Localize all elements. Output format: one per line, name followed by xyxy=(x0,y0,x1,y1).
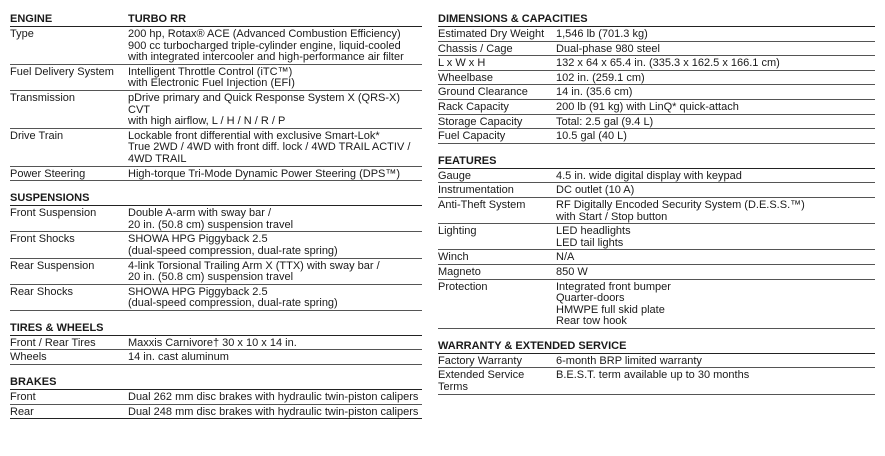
spec-label: Rear xyxy=(10,405,34,418)
spec-value: 1,546 lb (701.3 kg) xyxy=(556,28,648,40)
spec-label: Type xyxy=(10,28,34,40)
model-name: TURBO RR xyxy=(128,13,187,25)
warranty-heading: WARRANTY & EXTENDED SERVICE xyxy=(438,337,875,354)
spec-value: SHOWA HPG Piggyback 2.5 (dual-speed compression, dual-rate spring) xyxy=(128,233,338,257)
spec-row xyxy=(438,56,875,71)
spec-value: 132 x 64 x 65.4 in. (335.3 x 162.5 x 166.1 cm) xyxy=(556,57,780,70)
spec-label: Instrumentation xyxy=(438,184,514,197)
spec-row xyxy=(10,27,422,65)
spec-value: pDrive primary and Quick Response System X (QRS-X) CVT with high airflow, L / H / N / R / P xyxy=(128,91,401,128)
brakes-spec-list xyxy=(10,390,422,419)
spec-value: SHOWA HPG Piggyback 2.5 (dual-speed compression, dual-rate spring) xyxy=(128,285,338,310)
suspensions-heading: SUSPENSIONS xyxy=(10,189,422,206)
spec-label: Chassis / Cage xyxy=(438,42,513,55)
spec-label: Wheels xyxy=(10,351,47,364)
spec-label: Estimated Dry Weight xyxy=(438,28,545,40)
spec-label: Fuel Delivery System xyxy=(10,65,114,78)
spec-value: Dual-phase 980 steel xyxy=(556,42,660,55)
spec-label: Power Steering xyxy=(10,167,86,180)
spec-label: Drive Train xyxy=(10,129,64,142)
spec-label: Fuel Capacity xyxy=(438,130,506,143)
left-spec-column xyxy=(10,10,422,419)
spec-row xyxy=(10,390,422,405)
spec-value: Integrated front bumper Quarter-doors HMWPE full skid plate Rear tow hook xyxy=(556,280,671,328)
spec-row xyxy=(438,265,875,280)
spec-value: 4.5 in. wide digital display with keypad xyxy=(556,169,742,182)
spec-row xyxy=(438,129,875,144)
spec-label: Protection xyxy=(438,280,488,293)
spec-value: Lockable front differential with exclusive Smart-Lok* True 2WD / 4WD with front diff. lock / 4WD TRAIL ACTIV / 4WD TRAIL xyxy=(128,129,411,165)
spec-row xyxy=(10,129,422,167)
spec-row xyxy=(10,336,422,351)
spec-row xyxy=(438,354,875,369)
spec-row xyxy=(438,100,875,115)
suspensions-spec-list xyxy=(10,206,422,311)
spec-value: Total: 2.5 gal (9.4 L) xyxy=(556,115,654,128)
spec-value: Double A-arm with sway bar / 20 in. (50.8 cm) suspension travel xyxy=(128,207,294,231)
spec-row xyxy=(438,183,875,198)
spec-row xyxy=(438,115,875,130)
spec-value: N/A xyxy=(556,251,575,264)
spec-label: Front Shocks xyxy=(10,233,75,246)
tires-spec-list xyxy=(10,336,422,365)
spec-label: Extended Service Terms xyxy=(438,369,525,394)
spec-row xyxy=(10,285,422,311)
spec-value: 102 in. (259.1 cm) xyxy=(556,71,645,84)
spec-label: L x W x H xyxy=(438,57,486,70)
spec-label: Storage Capacity xyxy=(438,115,523,128)
spec-label: Rear Suspension xyxy=(10,259,95,272)
spec-row xyxy=(10,91,422,129)
spec-label: Factory Warranty xyxy=(438,354,522,367)
spec-row xyxy=(438,250,875,265)
spec-row xyxy=(10,206,422,232)
spec-value: Intelligent Throttle Control (iTC™) with Electronic Fuel Injection (EFI) xyxy=(128,65,295,90)
spec-row xyxy=(438,71,875,86)
right-spec-column xyxy=(438,10,875,395)
features-spec-list xyxy=(438,169,875,329)
spec-value: RF Digitally Encoded Security System (D.E.S.S.™) with Start / Stop button xyxy=(556,198,805,223)
engine-heading: ENGINE xyxy=(10,13,53,25)
spec-label: Gauge xyxy=(438,169,472,182)
spec-value: 200 lb (91 kg) with LinQ* quick-attach xyxy=(556,100,739,113)
spec-row xyxy=(438,224,875,250)
spec-row xyxy=(10,232,422,258)
spec-value: 14 in. cast aluminum xyxy=(128,351,229,364)
spec-row xyxy=(10,167,422,182)
spec-value: DC outlet (10 A) xyxy=(556,184,635,197)
brakes-heading: BRAKES xyxy=(10,373,422,390)
spec-label: Wheelbase xyxy=(438,71,494,84)
spec-label: Winch xyxy=(438,251,469,264)
spec-value: 6-month BRP limited warranty xyxy=(556,354,702,367)
spec-row xyxy=(10,405,422,420)
spec-value: Dual 248 mm disc brakes with hydraulic twin-piston calipers xyxy=(128,405,419,418)
tires-heading: TIRES & WHEELS xyxy=(10,319,422,336)
engine-section-header xyxy=(10,10,422,27)
spec-value: 10.5 gal (40 L) xyxy=(556,130,627,143)
spec-row xyxy=(10,350,422,365)
spec-label: Anti-Theft System xyxy=(438,198,526,211)
spec-value: 14 in. (35.6 cm) xyxy=(556,86,633,99)
dimensions-heading: DIMENSIONS & CAPACITIES xyxy=(438,10,875,27)
engine-spec-list xyxy=(10,27,422,181)
spec-row xyxy=(438,368,875,394)
spec-value: High-torque Tri-Mode Dynamic Power Steering (DPS™) xyxy=(128,167,401,180)
spec-label: Magneto xyxy=(438,265,481,278)
spec-value: Maxxis Carnivore† 30 x 10 x 14 in. xyxy=(128,336,297,349)
spec-value: LED headlights LED tail lights xyxy=(556,225,631,249)
spec-row xyxy=(438,27,875,42)
spec-label: Front Suspension xyxy=(10,207,97,220)
spec-value: 200 hp, Rotax® ACE (Advanced Combustion Efficiency) 900 cc turbocharged triple-cylinder engine, liquid-cooled with integrated intercooler and high-performance air filter xyxy=(128,28,404,64)
spec-label: Rack Capacity xyxy=(438,100,509,113)
spec-label: Front / Rear Tires xyxy=(10,336,96,349)
features-heading: FEATURES xyxy=(438,152,875,169)
spec-row xyxy=(438,42,875,57)
dimensions-spec-list xyxy=(438,27,875,144)
spec-value: Dual 262 mm disc brakes with hydraulic twin-piston calipers xyxy=(128,391,419,404)
spec-label: Transmission xyxy=(10,91,75,104)
warranty-spec-list xyxy=(438,354,875,395)
spec-row xyxy=(10,65,422,91)
spec-row xyxy=(438,85,875,100)
spec-value: 850 W xyxy=(556,265,588,278)
spec-label: Ground Clearance xyxy=(438,86,528,99)
spec-label: Front xyxy=(10,391,36,404)
spec-label: Rear Shocks xyxy=(10,285,73,298)
spec-row xyxy=(10,259,422,285)
spec-value: B.E.S.T. term available up to 30 months xyxy=(556,369,750,382)
spec-row xyxy=(438,169,875,184)
spec-label: Lighting xyxy=(438,225,477,238)
spec-row xyxy=(438,198,875,224)
spec-value: 4-link Torsional Trailing Arm X (TTX) with sway bar / 20 in. (50.8 cm) suspension travel xyxy=(128,259,380,284)
spec-row xyxy=(438,280,875,329)
